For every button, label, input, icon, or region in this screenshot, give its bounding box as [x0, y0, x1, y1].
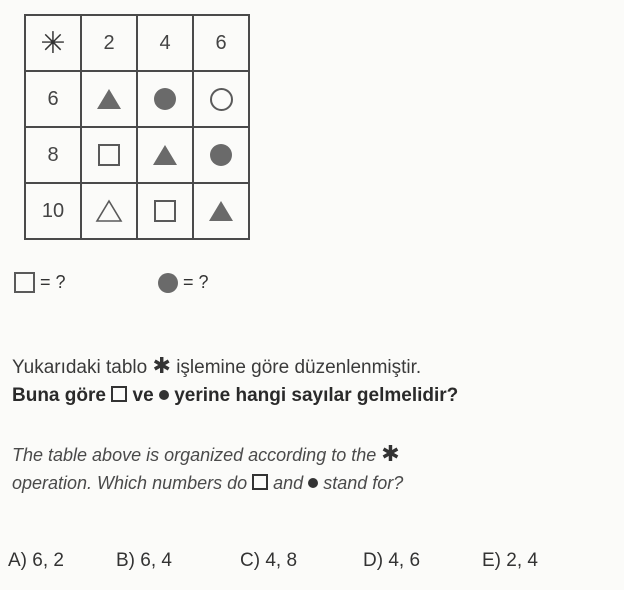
- option-a[interactable]: A) 6, 2: [8, 550, 64, 571]
- cell-2-1: [81, 127, 137, 183]
- question-tr-line-2: Buna göre ve yerine hangi sayılar gelmelidir?: [12, 385, 459, 406]
- square-outline-icon: [14, 272, 35, 293]
- question-turkish: [12, 352, 458, 410]
- cell-3-3: [193, 183, 249, 239]
- legend-square: [14, 272, 66, 293]
- row-label-2: 8: [25, 127, 81, 183]
- circle-filled-icon: [308, 478, 318, 488]
- option-c[interactable]: C) 4, 8: [240, 550, 298, 571]
- legend-circle-text: = ?: [183, 272, 209, 292]
- circle-filled-icon: [210, 144, 232, 166]
- asterisk-icon: ✱: [152, 353, 171, 378]
- asterisk-icon: ✳: [40, 26, 66, 60]
- header-col-3: 6: [193, 15, 249, 71]
- option-b[interactable]: B) 6, 4: [116, 550, 172, 571]
- question-en-line-2: operation. Which numbers do and stand for?: [12, 473, 404, 493]
- cell-2-2: [137, 127, 193, 183]
- triangle-filled-icon: [97, 89, 121, 109]
- circle-filled-icon: [158, 273, 178, 293]
- circle-filled-icon: [154, 88, 176, 110]
- header-col-2: 4: [137, 15, 193, 71]
- square-outline-icon: [98, 144, 120, 166]
- triangle-outline-icon: [95, 199, 123, 223]
- cell-2-3: [193, 127, 249, 183]
- header-col-1: 2: [81, 15, 137, 71]
- question-english: [12, 440, 403, 497]
- circle-outline-icon: [210, 88, 233, 111]
- square-outline-icon: [154, 200, 176, 222]
- square-outline-icon: [252, 474, 268, 490]
- legend-square-text: = ?: [40, 272, 66, 292]
- legend-circle: [158, 272, 209, 293]
- operation-table: [24, 14, 250, 240]
- header-operation-star: [25, 15, 81, 71]
- option-e[interactable]: E) 2, 4: [482, 550, 538, 571]
- cell-3-1: [81, 183, 137, 239]
- circle-filled-icon: [159, 390, 169, 400]
- triangle-filled-icon: [153, 145, 177, 165]
- cell-3-2: [137, 183, 193, 239]
- cell-1-1: [81, 71, 137, 127]
- question-tr-line-1: Yukarıdaki tablo ✱ işlemine göre düzenlenmiştir.: [12, 353, 422, 378]
- option-d[interactable]: D) 4, 6: [363, 550, 421, 571]
- cell-1-2: [137, 71, 193, 127]
- asterisk-icon: ✱: [381, 441, 400, 466]
- triangle-filled-icon: [209, 201, 233, 221]
- square-outline-icon: [111, 386, 127, 402]
- question-en-line-1: The table above is organized according to the ✱: [12, 441, 400, 466]
- cell-1-3: [193, 71, 249, 127]
- row-label-3: 10: [25, 183, 81, 239]
- row-label-1: 6: [25, 71, 81, 127]
